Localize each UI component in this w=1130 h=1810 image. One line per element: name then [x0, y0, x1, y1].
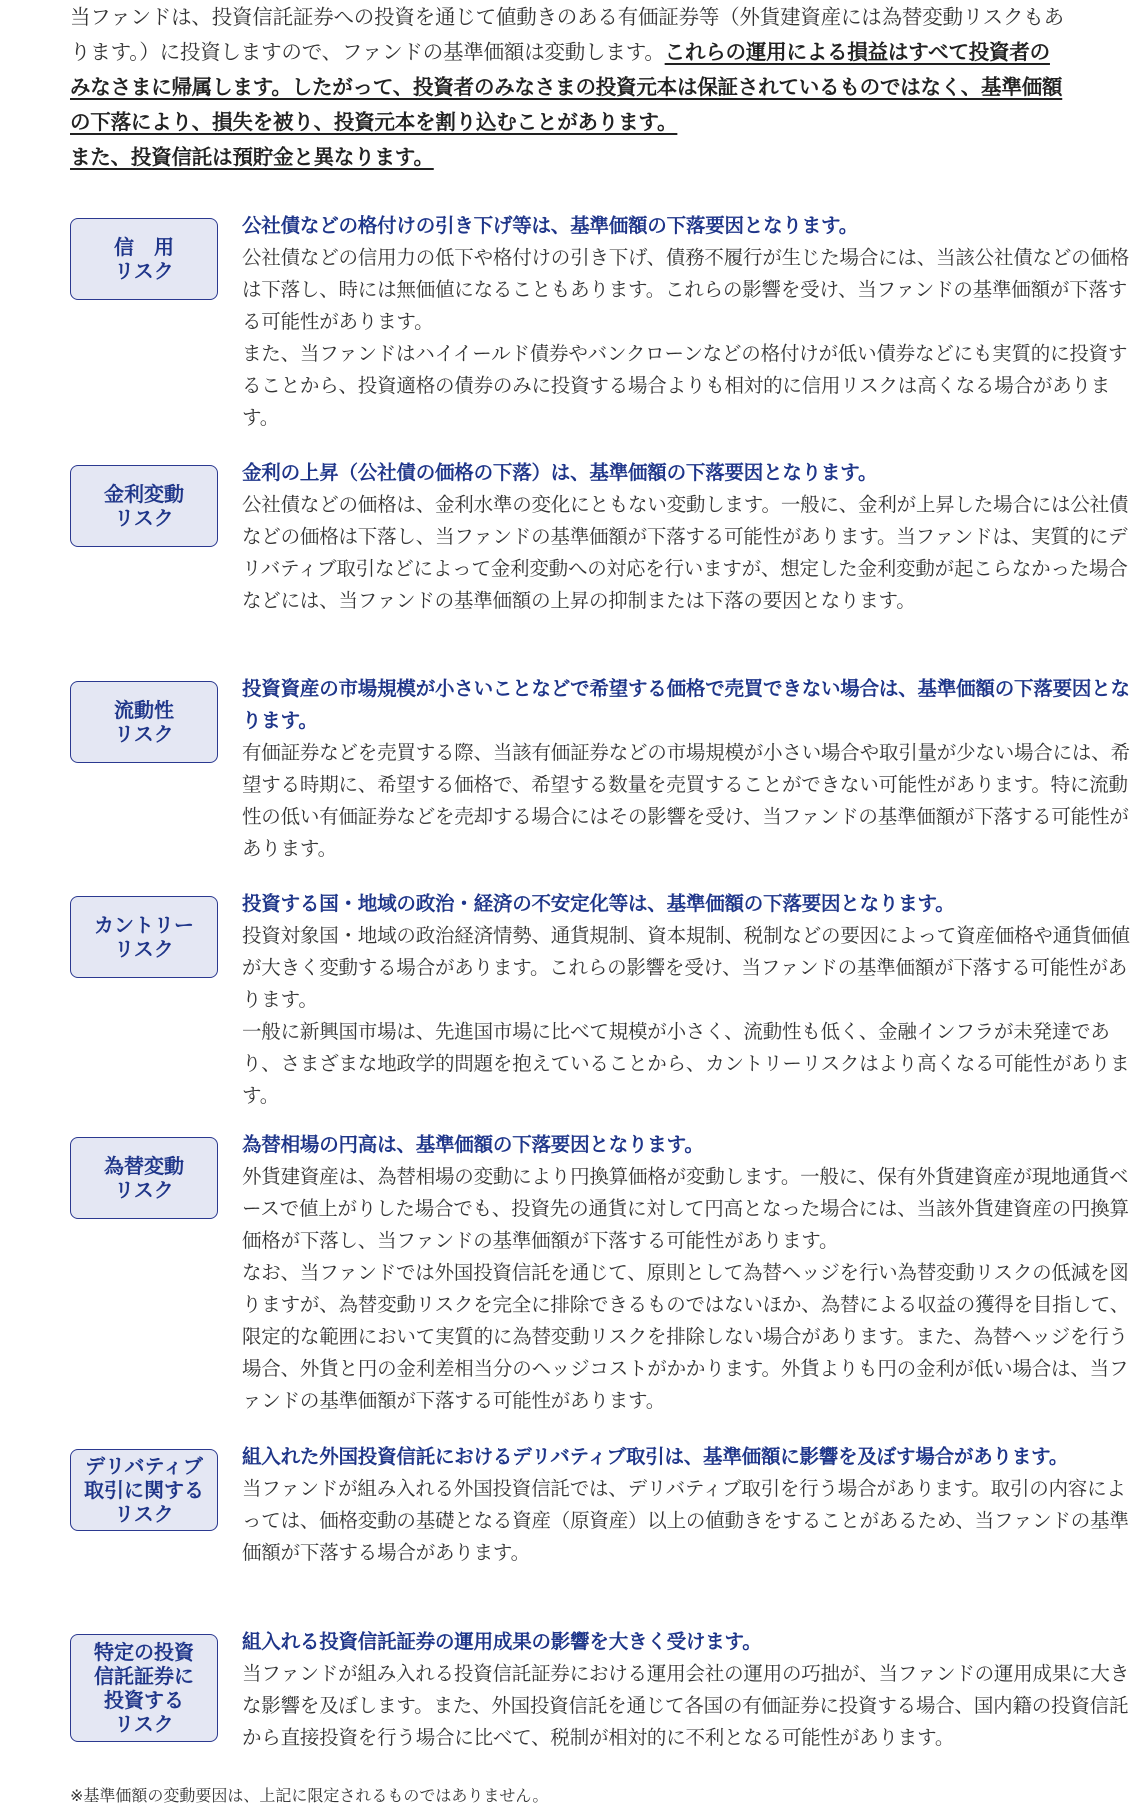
risk-paragraph: 公社債などの信用力の低下や格付けの引き下げ、債務不履行が生じた場合には、当該公社債などの価格は下落し、時には無価値になることもあります。これらの影響を受け、当ファンドの基準価額が下落する可能性があります。 [242, 246, 1130, 333]
risk-heading: 金利の上昇（公社債の価格の下落）は、基準価額の下落要因となります。 [242, 461, 878, 484]
risk-text [242, 737, 1130, 865]
intro-paragraph [70, 0, 1070, 175]
risk-body [242, 673, 1130, 865]
risk-label: カントリー リスク [70, 896, 218, 978]
risk-text [242, 489, 1130, 617]
risk-text [242, 920, 1130, 1112]
risk-heading: 公社債などの格付けの引き下げ等は、基準価額の下落要因となります。 [242, 214, 859, 237]
risk-body [242, 210, 1130, 434]
risk-body [242, 1626, 1130, 1754]
risk-body [242, 888, 1130, 1112]
risk-label: 流動性 リスク [70, 681, 218, 763]
risk-text [242, 1658, 1130, 1754]
risk-body [242, 1441, 1130, 1569]
risk-heading: 組入れた外国投資信託におけるデリバティブ取引は、基準価額に影響を及ぼす場合があります。 [242, 1445, 1069, 1468]
intro-text: 当ファンドは、投資信託証券への投資を通じて値動きのある有価証券等（外貨建資産には為替変動リスクもあります。）に投資しますので、ファンドの基準価額は変動します。 [70, 5, 1064, 64]
risk-label: 金利変動 リスク [70, 465, 218, 547]
risk-text [242, 1161, 1130, 1417]
risk-paragraph: 当ファンドが組み入れる外国投資信託では、デリバティブ取引を行う場合があります。取引の内容によっては、価格変動の基礎となる資産（原資産）以上の値動きをすることがあるため、当ファンドの基準価額が下落する場合があります。 [242, 1477, 1129, 1564]
footnote: ※基準価額の変動要因は、上記に限定されるものではありません。 [70, 1786, 549, 1805]
intro-emphasis-2: また、投資信託は預貯金と異なります。 [70, 145, 434, 169]
risk-paragraph: 投資対象国・地域の政治経済情勢、通貨規制、資本規制、税制などの要因によって資産価格や通貨価値が大きく変動する場合があります。これらの影響を受け、当ファンドの基準価額が下落する可能性があります。 [242, 924, 1130, 1011]
intro-emphasis: これらの運用による損益はすべて投資者のみなさまに帰属します。したがって、投資者のみなさまの投資元本は保証されているものではなく、基準価額の下落により、損失を被り、投資元本を割り込むことがあります。 [70, 40, 1063, 134]
risk-label: 特定の投資 信託証券に 投資する リスク [70, 1634, 218, 1742]
risk-heading: 組入れる投資信託証券の運用成果の影響を大きく受けます。 [242, 1630, 762, 1653]
risk-heading: 為替相場の円高は、基準価額の下落要因となります。 [242, 1133, 704, 1156]
risk-paragraph: 公社債などの価格は、金利水準の変化にともない変動します。一般に、金利が上昇した場合には公社債などの価格は下落し、当ファンドの基準価額が下落する可能性があります。当ファンドは、実質的にデリバティブ取引などによって金利変動への対応を行いますが、想定した金利変動が起こらなかった場合などには、当ファンドの基準価額の上昇の抑制または下落の要因となります。 [242, 493, 1129, 612]
risk-text [242, 1473, 1130, 1569]
risk-label: 為替変動 リスク [70, 1137, 218, 1219]
risk-label: 信 用 リスク [70, 218, 218, 300]
risk-paragraph: 外貨建資産は、為替相場の変動により円換算価格が変動します。一般に、保有外貨建資産が現地通貨ベースで値上がりした場合でも、投資先の通貨に対して円高となった場合には、当該外貨建資産の円換算価格が下落し、当ファンドの基準価額が下落する可能性があります。 [242, 1165, 1129, 1252]
risk-heading: 投資する国・地域の政治・経済の不安定化等は、基準価額の下落要因となります。 [242, 892, 955, 915]
risk-heading: 投資資産の市場規模が小さいことなどで希望する価格で売買できない場合は、基準価額の下落要因となります。 [242, 677, 1130, 732]
risk-label: デリバティブ 取引に関する リスク [70, 1449, 218, 1531]
risk-text [242, 242, 1130, 434]
risk-paragraph: 一般に新興国市場は、先進国市場に比べて規模が小さく、流動性も低く、金融インフラが未発達であり、さまざまな地政学的問題を抱えていることから、カントリーリスクはより高くなる可能性があります。 [242, 1020, 1130, 1107]
risk-paragraph: 当ファンドが組み入れる投資信託証券における運用会社の運用の巧拙が、当ファンドの運用成果に大きな影響を及ぼします。また、外国投資信託を通じて各国の有価証券に投資する場合、国内籍の投資信託から直接投資を行う場合に比べて、税制が相対的に不利となる可能性があります。 [242, 1662, 1130, 1749]
risk-body [242, 1129, 1130, 1417]
risk-body [242, 457, 1130, 617]
risk-paragraph: なお、当ファンドでは外国投資信託を通じて、原則として為替ヘッジを行い為替変動リスクの低減を図りますが、為替変動リスクを完全に排除できるものではないほか、為替による収益の獲得を目指して、限定的な範囲において実質的に為替変動リスクを排除しない場合があります。また、為替ヘッジを行う場合、外貨と円の金利差相当分のヘッジコストがかかります。外貨よりも円の金利が低い場合は、当ファンドの基準価額が下落する可能性があります。 [242, 1261, 1130, 1412]
risk-paragraph: 有価証券などを売買する際、当該有価証券などの市場規模が小さい場合や取引量が少ない場合には、希望する時期に、希望する価格で、希望する数量を売買することができない可能性があります。特に流動性の低い有価証券などを売却する場合にはその影響を受け、当ファンドの基準価額が下落する可能性があります。 [242, 741, 1130, 860]
risk-paragraph: また、当ファンドはハイイールド債券やバンクローンなどの格付けが低い債券などにも実質的に投資することから、投資適格の債券のみに投資する場合よりも相対的に信用リスクは高くなる場合があります。 [242, 342, 1128, 429]
